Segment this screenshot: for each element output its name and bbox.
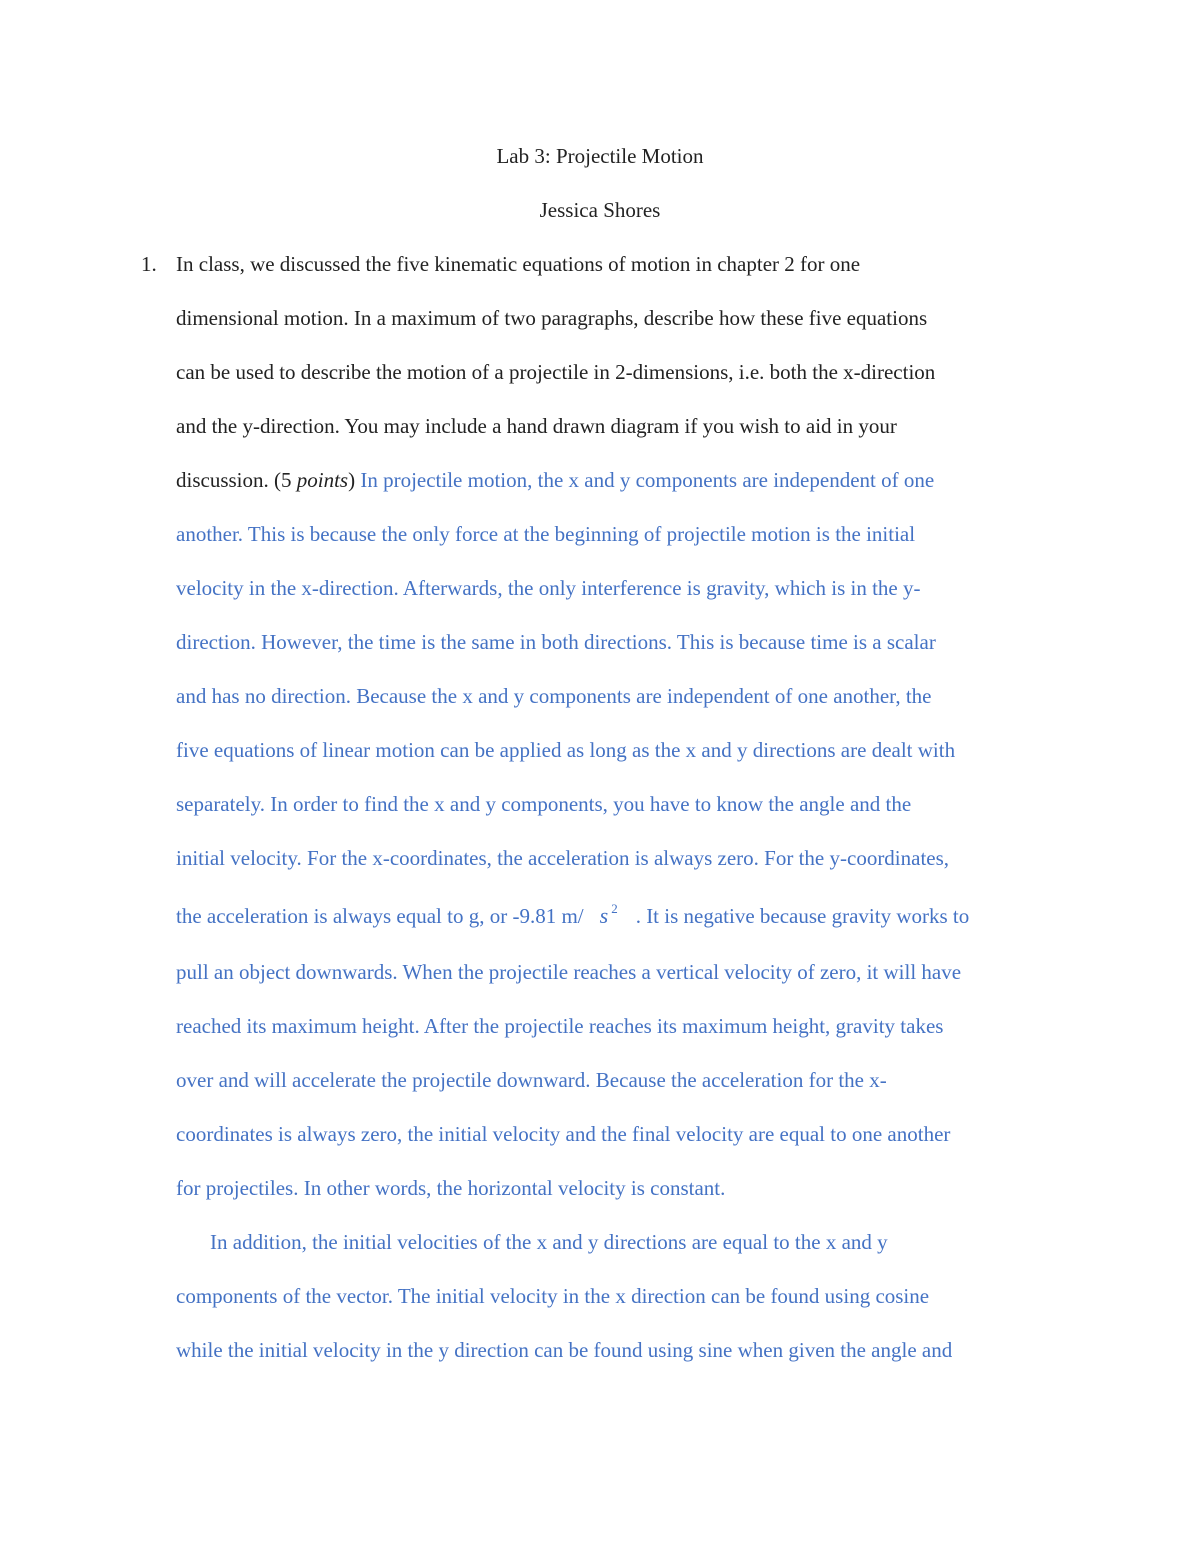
accel-text-end: . It is negative because gravity works to bbox=[635, 904, 970, 928]
question-line: In class, we discussed the five kinematic equations of motion in chapter 2 for one bbox=[176, 252, 861, 276]
question-text: discussion. (5 bbox=[176, 468, 297, 492]
answer-line: direction. However, the time is the same in both directions. This is because time is a scalar bbox=[176, 630, 936, 654]
question-line: dimensional motion. In a maximum of two paragraphs, describe how these five equations bbox=[176, 306, 928, 330]
answer-line: five equations of linear motion can be applied as long as the x and y directions are dealt with bbox=[176, 738, 956, 762]
equation-symbol: s bbox=[599, 903, 609, 928]
equation-exponent: 2 bbox=[611, 901, 618, 916]
answer-line-with-equation bbox=[176, 902, 969, 933]
answer-line: for projectiles. In other words, the horizontal velocity is constant. bbox=[176, 1176, 726, 1200]
paragraph-2-line: while the initial velocity in the y direction can be found using sine when given the angle and bbox=[176, 1338, 953, 1362]
question-text-end: ) bbox=[348, 468, 356, 492]
equation-unit bbox=[600, 902, 618, 933]
list-number: 1. bbox=[141, 252, 157, 276]
paragraph-2-line: components of the vector. The initial velocity in the x direction can be found using cosine bbox=[176, 1284, 930, 1308]
answer-line: over and will accelerate the projectile downward. Because the acceleration for the x- bbox=[176, 1068, 887, 1092]
answer-line: initial velocity. For the x-coordinates, the acceleration is always zero. For the y-coordinates, bbox=[176, 846, 950, 870]
points-word: points bbox=[296, 468, 349, 492]
answer-line: and has no direction. Because the x and y components are independent of one another, the bbox=[176, 684, 932, 708]
paragraph-2-line: In addition, the initial velocities of the x and y directions are equal to the x and y bbox=[210, 1230, 888, 1254]
question-line: and the y-direction. You may include a hand drawn diagram if you wish to aid in your bbox=[176, 414, 897, 438]
question-line: can be used to describe the motion of a projectile in 2-dimensions, i.e. both the x-direction bbox=[176, 360, 936, 384]
answer-line: separately. In order to find the x and y components, you have to know the angle and the bbox=[176, 792, 912, 816]
answer-line: coordinates is always zero, the initial velocity and the final velocity are equal to one another bbox=[176, 1122, 951, 1146]
answer-text-start: In projectile motion, the x and y components are independent of one bbox=[355, 468, 935, 492]
author-name: Jessica Shores bbox=[539, 198, 661, 222]
answer-line: pull an object downwards. When the projectile reaches a vertical velocity of zero, it will have bbox=[176, 960, 962, 984]
document-title: Lab 3: Projectile Motion bbox=[496, 144, 704, 168]
accel-text: the acceleration is always equal to g, or -9.81 m/ bbox=[176, 904, 584, 928]
answer-line: velocity in the x-direction. Afterwards, the only interference is gravity, which is in the y- bbox=[176, 576, 921, 600]
answer-line: reached its maximum height. After the projectile reaches its maximum height, gravity takes bbox=[176, 1014, 944, 1038]
question-answer-line bbox=[176, 466, 934, 494]
answer-line: another. This is because the only force at the beginning of projectile motion is the initial bbox=[176, 522, 916, 546]
